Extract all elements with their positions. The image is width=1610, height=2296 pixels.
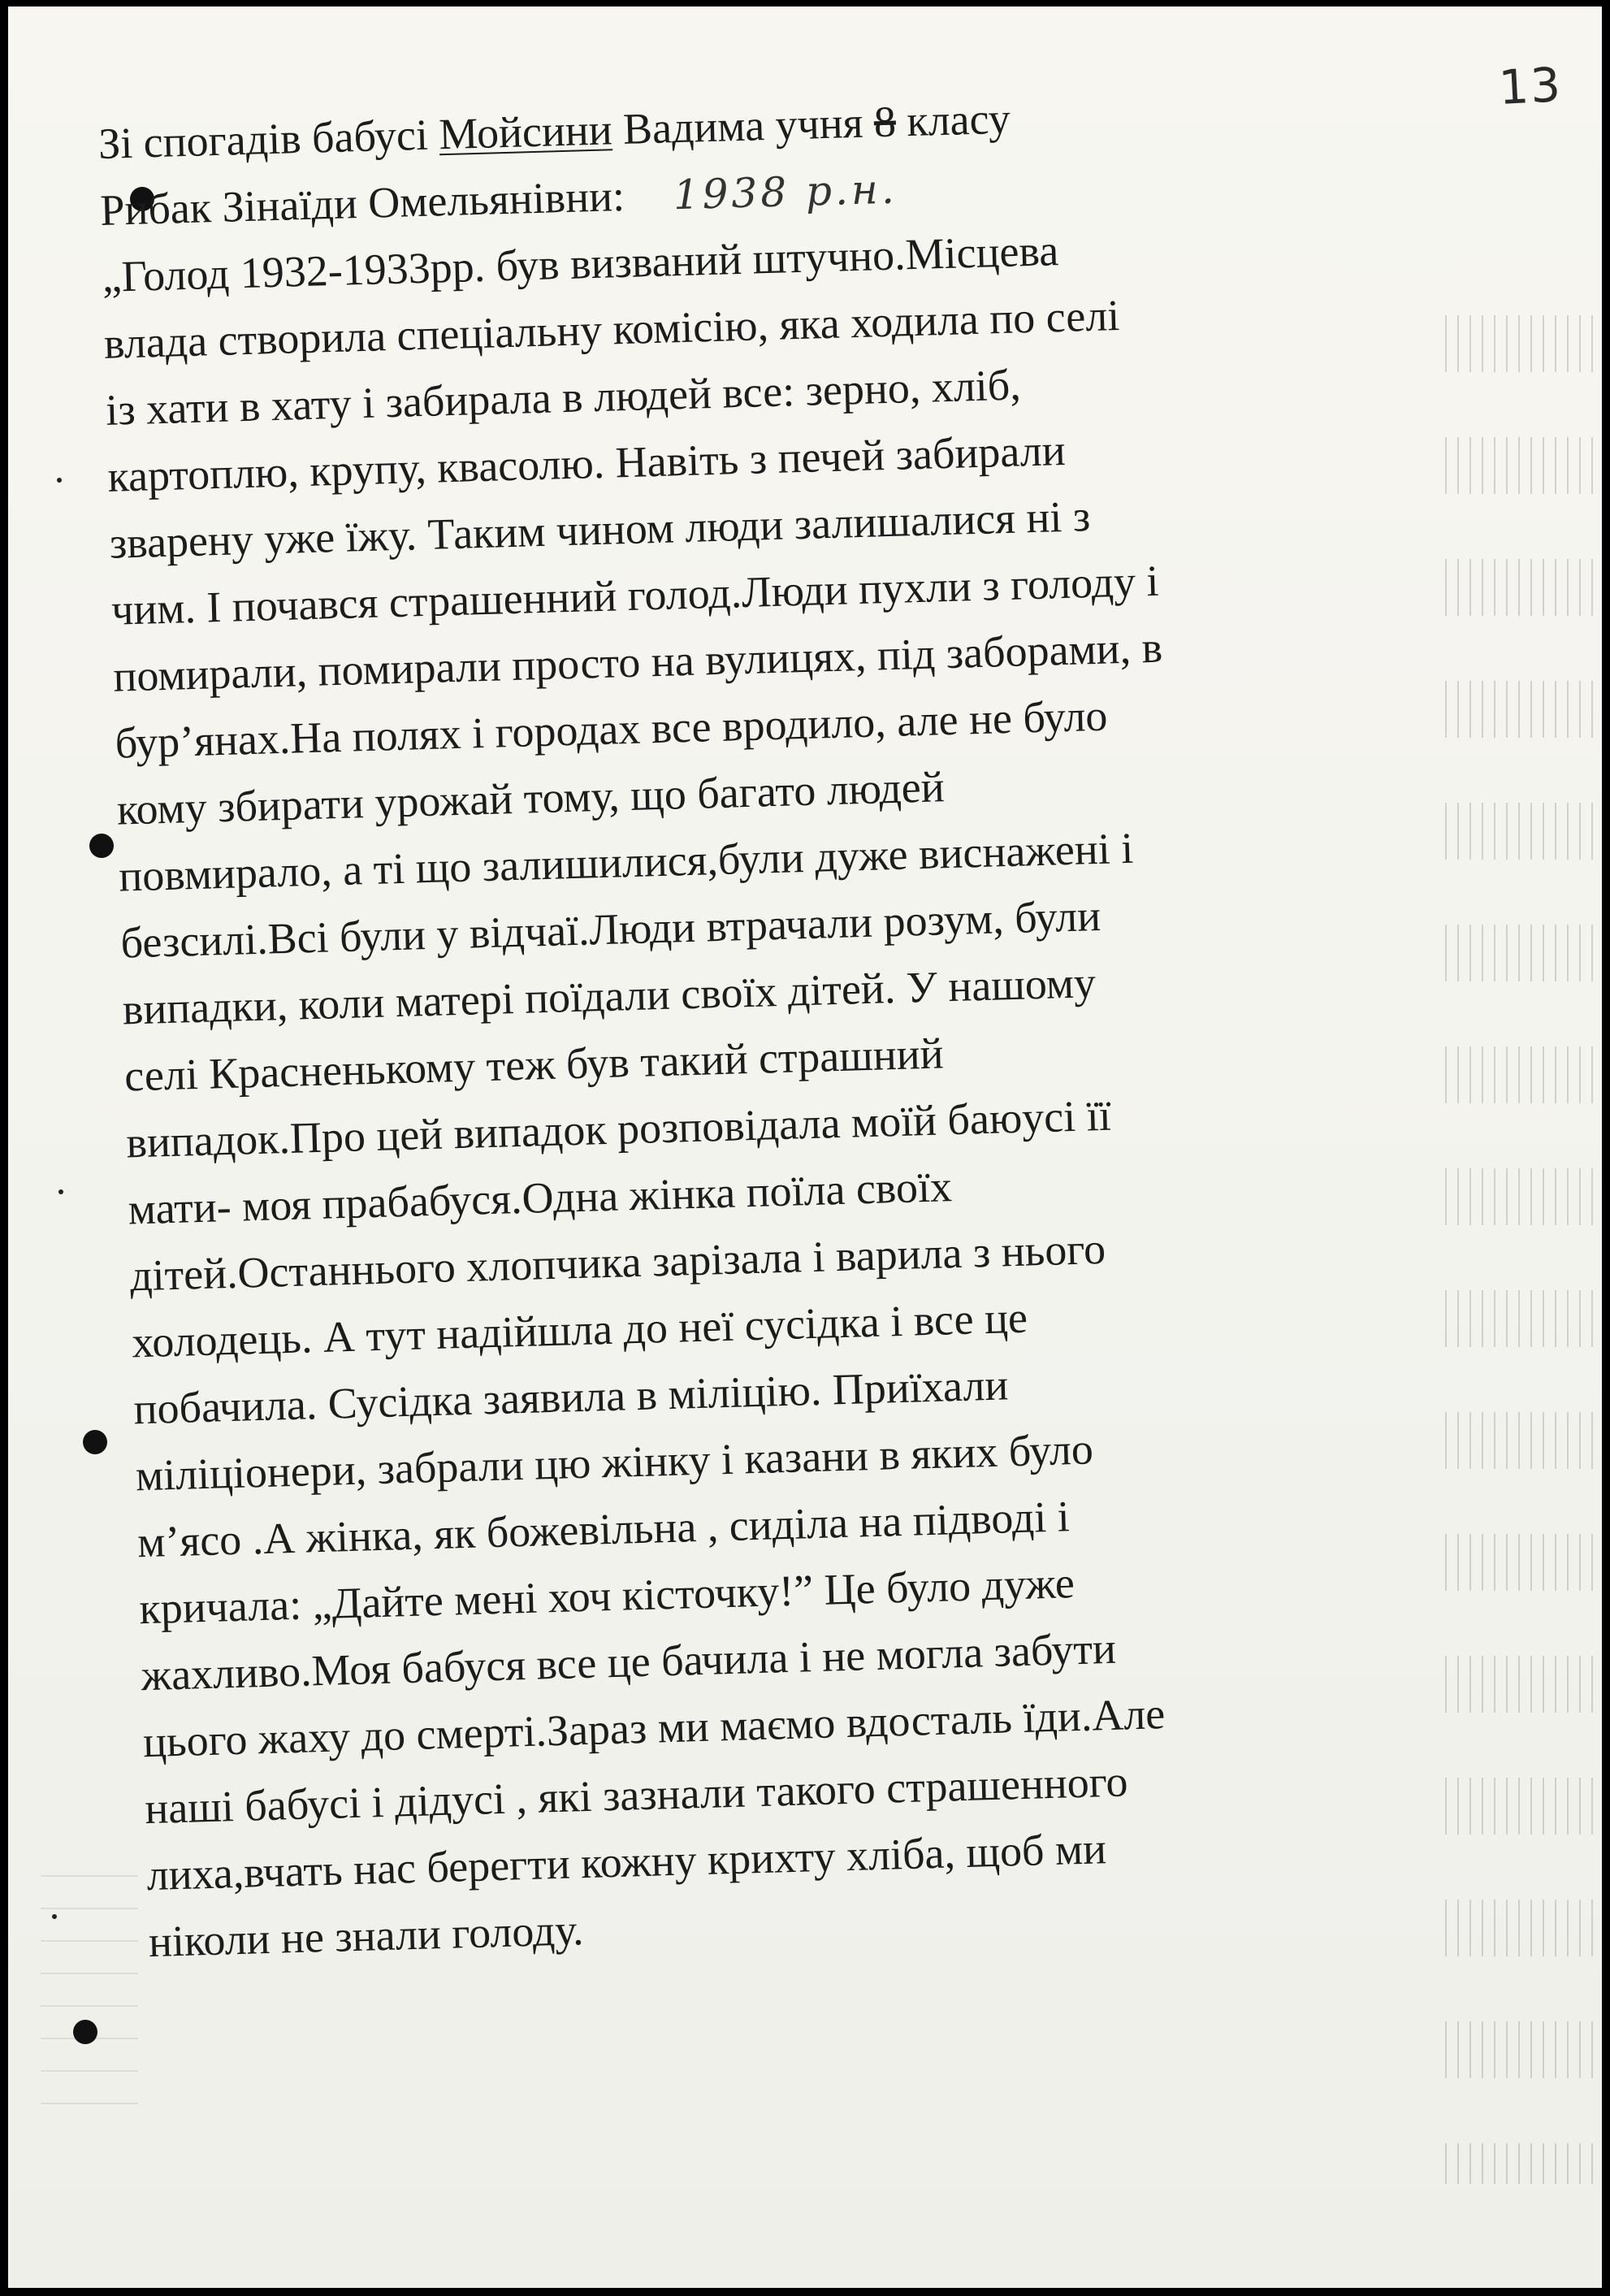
handwritten-birth-year: 1938 р.н. xyxy=(673,165,898,219)
speck xyxy=(58,1189,63,1194)
heading-middle: Вадима учня xyxy=(611,97,875,154)
memoir-line: мати- моя прабабуся.Одна жінка поїла своїх xyxy=(127,1162,953,1234)
memoir-line: дітей.Останнього хлопчика зарізала і варила з нього xyxy=(129,1224,1106,1301)
memoir-line: побачила. Сусідка заявила в міліцію. Приїхали xyxy=(132,1360,1010,1434)
speck xyxy=(57,478,62,483)
memoir-line: ніколи не знали голоду. xyxy=(148,1905,585,1967)
punch-hole xyxy=(73,2020,97,2044)
memoir-line: картоплю, крупу, квасолю. Навіть з печей забирали xyxy=(106,425,1067,501)
memoir-line: повмирало, а ті що залишилися,були дуже виснажені і xyxy=(118,823,1134,901)
memoir-body xyxy=(102,206,1482,1975)
memoir-line: чим. І почався страшенний голод.Люди пухли з голоду і xyxy=(110,556,1160,635)
memoir-line: зварену уже їжу. Таким чином люди залишалися ні з xyxy=(109,492,1091,568)
scanned-page xyxy=(8,6,1602,2288)
copier-streaks-left xyxy=(41,1875,138,2119)
page-number: 13 xyxy=(1497,57,1564,115)
memoir-text xyxy=(97,73,1481,1975)
heading-suffix: класу xyxy=(895,93,1011,146)
student-surname: Мойсини xyxy=(438,105,613,159)
memoir-line: лиха,вчать нас берегти кожну крихту хліба, щоб ми xyxy=(145,1824,1107,1900)
memoir-line: „Голод 1932-1933рр. був визваний штучно.Місцева xyxy=(101,226,1059,301)
punch-hole xyxy=(89,834,114,858)
memoir-line: міліціонери, забрали цю жінку і казани в яких було xyxy=(135,1424,1094,1501)
memoir-line: випадки, коли матері поїдали своїх дітей. У нашому xyxy=(122,958,1097,1034)
memoir-line: цього жаху до смерті.Зараз ми маємо вдосталь їди.Але xyxy=(142,1689,1166,1767)
memoir-line: селі Красненькому теж був такий страшний xyxy=(123,1029,945,1101)
memoir-line: безсилі.Всі були у відчаї.Люди втрачали розум, були xyxy=(119,890,1101,968)
memoir-line: із хати в хату і забирала в людей все: зерно, хліб, xyxy=(105,360,1022,435)
grade-number: 8 xyxy=(873,97,897,147)
memoir-line: жахливо.Моя бабуся все це бачила і не могла забути xyxy=(140,1623,1117,1700)
memoir-line: випадок.Про цей випадок розповідала моїй баюусі її xyxy=(125,1090,1112,1167)
memoir-line: бур’янах.На полях і городах все вродило, але не було xyxy=(114,691,1109,768)
memoir-line: кричала: „Дайте мені хоч кісточку!” Це було дуже xyxy=(138,1558,1075,1634)
speck xyxy=(52,1914,57,1919)
memoir-line: наші бабусі і дідусі , які зазнали такого страшенного xyxy=(144,1757,1129,1834)
memoir-line: помирали, помирали просто на вулицях, під заборами, в xyxy=(112,622,1163,701)
memoir-line: холодець. А тут надійшла до неї сусідка і все це xyxy=(131,1293,1028,1367)
heading-prefix: Зі спогадів бабусі xyxy=(97,110,440,168)
memoir-line: м’ясо .А жінка, як божевільна , сиділа на підводі і xyxy=(136,1492,1071,1567)
memoir-line: влада створила спеціальну комісію, яка ходила по селі xyxy=(103,290,1120,368)
punch-hole xyxy=(83,1430,107,1454)
narrator-name: Рибак Зінаїди Омельянівни: xyxy=(99,171,625,235)
memoir-line: кому збирати урожай тому, що багато людей xyxy=(116,762,946,834)
